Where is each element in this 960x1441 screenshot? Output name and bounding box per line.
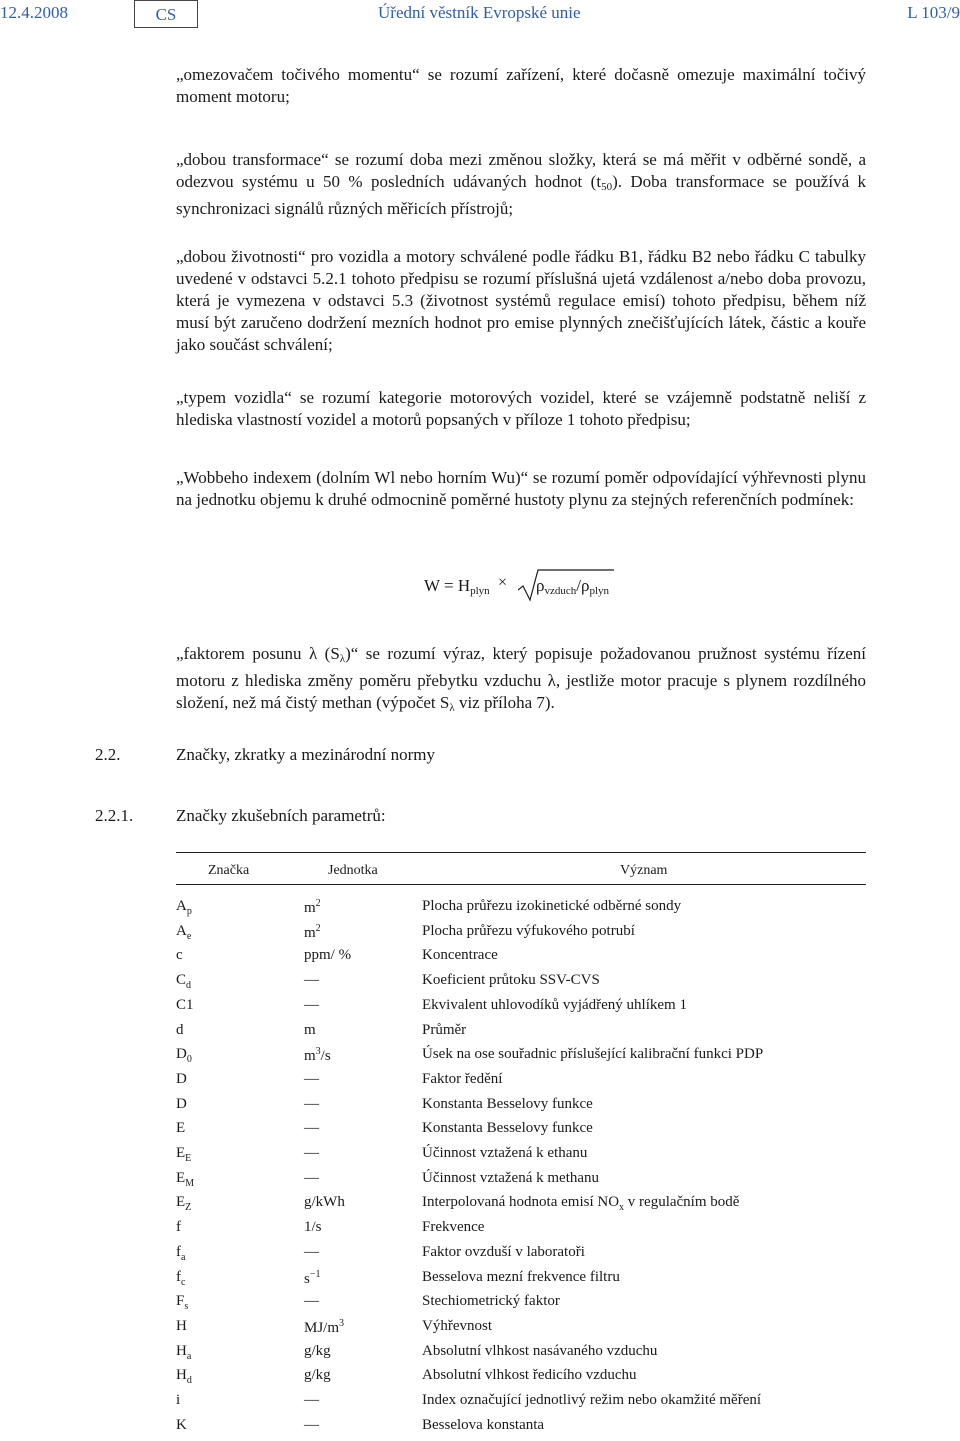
meaning-cell: Absolutní vlhkost nasávaného vzduchu: [422, 1342, 658, 1359]
rho-symbol-2: ρ: [580, 576, 590, 595]
unit-cell: —: [304, 1095, 319, 1112]
meaning-cell: Index označující jednotlivý režim nebo okamžité měření: [422, 1392, 762, 1408]
meaning-cell: Konstanta Besselovy funkce: [422, 1120, 593, 1137]
unit-cell: g/kg: [304, 1367, 331, 1384]
symbol-cell: $E_Z$: [176, 1194, 192, 1214]
page-header: [0, 0, 960, 30]
unit-cell: $m^2$: [304, 898, 321, 916]
column-header-symbol: Značka: [208, 863, 250, 878]
symbol-cell: $A_e$: [176, 922, 192, 942]
rho-sub-vzduch: vzduch: [544, 585, 577, 597]
symbol-cell: i: [176, 1392, 181, 1408]
lambda-text-2: )“ se rozumí výraz, který popisuje požadovanou pružnost systému řízení motoru z hlediska změny poměru přebytku vzduchu λ, jestliže motor pracuje s plynem rozdílného složení, než má čistý methan (výpočet S: [176, 644, 866, 712]
symbol-cell: D: [176, 1095, 187, 1112]
unit-cell: g/kg: [304, 1342, 331, 1359]
symbol-cell: C1: [176, 996, 194, 1013]
journal-title: Úřední věstník Evropské unie: [378, 3, 581, 22]
symbol-cell: c: [176, 947, 183, 964]
table-row: [176, 1022, 866, 1046]
subsection-title: Značky zkušebních parametrů:: [176, 806, 386, 825]
symbol-cell: $H_d$: [176, 1367, 192, 1387]
table-row: [176, 1244, 866, 1268]
symbol-cell: D: [176, 1070, 187, 1087]
meaning-cell: Stechiometrický faktor: [422, 1293, 560, 1310]
symbol-cell: $E_E$: [176, 1145, 192, 1164]
unit-cell: —: [304, 1293, 319, 1310]
table-row: [176, 1343, 866, 1367]
table-row: [176, 997, 866, 1021]
meaning-cell: Výhřevnost: [422, 1317, 492, 1334]
table-row: [176, 1417, 866, 1441]
unit-cell: —: [304, 1120, 319, 1137]
rho-sub-plyn: plyn: [589, 585, 610, 597]
table-row: [176, 947, 866, 971]
meaning-cell: Účinnost vztažená k methanu: [422, 1169, 600, 1186]
table-row: [176, 1219, 866, 1243]
page-number: L 103/9: [907, 3, 960, 22]
table-row: [176, 1096, 866, 1120]
meaning-cell: Plocha průřezu izokinetické odběrné sondy: [422, 898, 682, 914]
wobbe-formula: [424, 562, 624, 606]
table-row: [176, 1367, 866, 1391]
language-code: CS: [134, 0, 198, 28]
table-row: [176, 1194, 866, 1218]
symbol-cell: f: [176, 1219, 181, 1236]
unit-cell: —: [304, 1145, 319, 1161]
table-row: [176, 1071, 866, 1095]
meaning-cell: Frekvence: [422, 1219, 485, 1236]
unit-cell: ppm/ %: [304, 947, 352, 964]
table-row: [176, 1170, 866, 1194]
definition-transformation-time: [176, 149, 866, 220]
unit-cell: —: [304, 1070, 319, 1087]
subscript: 50: [601, 181, 613, 193]
lambda-text-1: „faktorem posunu λ (S: [176, 644, 340, 663]
meaning-cell: Účinnost vztažená k ethanu: [422, 1145, 588, 1161]
table-row: [176, 1392, 866, 1416]
unit-cell: $s^{-1}$: [304, 1268, 321, 1287]
formula-w-h: W = H: [424, 576, 471, 595]
meaning-cell: Faktor ředění: [422, 1070, 503, 1087]
unit-cell: —: [304, 1243, 319, 1260]
meaning-cell: Besselova konstanta: [422, 1416, 545, 1433]
subsection-number: 2.2.1.: [95, 806, 134, 825]
definition-lambda-shift: [176, 643, 866, 719]
unit-cell: —: [304, 996, 319, 1013]
table-row: [176, 898, 866, 922]
symbol-cell: E: [176, 1120, 186, 1137]
unit-cell: 1/s: [304, 1219, 322, 1236]
meaning-cell: Besselova mezní frekvence filtru: [422, 1268, 620, 1285]
meaning-cell: Interpolovaná hodnota emisí $NO_x$ v regulačním bodě: [422, 1194, 740, 1214]
symbol-cell: K: [176, 1416, 187, 1433]
ratio-slash: /: [576, 576, 581, 595]
lambda-text-3: viz příloha 7).: [454, 693, 555, 712]
symbol-cell: $D_0$: [176, 1046, 192, 1066]
section-number: 2.2.: [95, 745, 121, 764]
meaning-cell: Faktor ovzduší v laboratoři: [422, 1243, 585, 1260]
unit-cell: —: [304, 1392, 319, 1408]
meaning-cell: Úsek na ose souřadnic příslušející kalibrační funkci PDP: [422, 1046, 764, 1063]
publication-date: 12.4.2008: [0, 3, 68, 22]
definition-torque-limiter: „omezovačem točivého momentu“ se rozumí zařízení, které dočasně omezuje maximální točivý moment motoru;: [176, 65, 866, 106]
unit-cell: $m^2$: [304, 922, 321, 941]
unit-cell: $m^3/s$: [304, 1046, 331, 1065]
unit-cell: m: [304, 1021, 316, 1038]
formula-rho-ratio: [536, 576, 609, 597]
unit-cell: —: [304, 972, 319, 989]
table-row: [176, 1269, 866, 1293]
meaning-cell: Průměr: [422, 1021, 467, 1038]
column-header-meaning: Význam: [620, 863, 668, 878]
rho-symbol: ρ: [536, 576, 545, 595]
table-row: [176, 923, 866, 947]
definition-text: „dobou transformace“ se rozumí doba mezi změnou složky, která se má měřit v odběrné sondě, a odezvou systému u 50 % posledních udávaných hodnot (t: [176, 150, 866, 191]
definition-wobbe-index: „Wobbeho indexem (dolním Wl nebo horním Wu)“ se rozumí poměr odpovídající výhřevnosti plynu na jednotku objemu k druhé odmocnině poměrné hustoty plynu za stejných referenčních podmínek:: [176, 468, 866, 509]
column-header-unit: Jednotka: [328, 863, 378, 878]
symbol-cell: $E_M$: [176, 1169, 195, 1189]
symbol-cell: $A_p$: [176, 898, 192, 917]
symbol-cell: $C_d$: [176, 972, 192, 992]
unit-cell: g/kWh: [304, 1194, 345, 1211]
meaning-cell: Ekvivalent uhlovodíků vyjádřený uhlíkem 1: [422, 996, 687, 1013]
symbol-cell: $f_c$: [176, 1268, 186, 1288]
symbol-cell: $H_a$: [176, 1342, 192, 1362]
section-title: Značky, zkratky a mezinárodní normy: [176, 745, 435, 764]
table-row: [176, 1046, 866, 1070]
symbol-cell: $F_s$: [176, 1293, 189, 1313]
unit-cell: —: [304, 1416, 319, 1433]
table-row: [176, 1293, 866, 1317]
unit-cell: —: [304, 1169, 319, 1186]
formula-sub-plyn: plyn: [470, 585, 490, 597]
meaning-cell: Absolutní vlhkost ředicího vzduchu: [422, 1367, 637, 1384]
symbol-cell: d: [176, 1021, 184, 1038]
definition-text-tail: ). Doba transformace se používá k synchronizaci signálů různých měřicích přístrojů;: [176, 172, 867, 218]
symbol-cell: H: [176, 1317, 187, 1334]
meaning-cell: Koeficient průtoku SSV-CVS: [422, 972, 600, 989]
table-header: [176, 863, 866, 885]
table-row: [176, 1120, 866, 1144]
unit-cell: $MJ/m^3$: [304, 1317, 345, 1336]
definition-vehicle-type: „typem vozidla“ se rozumí kategorie motorových vozidel, které se vzájemně podstatně neliší z hlediska vlastností vozidel a motorů popsaných v příloze 1 tohoto předpisu;: [176, 388, 866, 429]
meaning-cell: Koncentrace: [422, 947, 498, 964]
table-row: [176, 1318, 866, 1342]
multiply-sign: ×: [498, 574, 508, 591]
meaning-cell: Konstanta Besselovy funkce: [422, 1095, 593, 1112]
lambda-sub-1: λ: [339, 653, 346, 665]
meaning-cell: Plocha průřezu výfukového potrubí: [422, 922, 635, 939]
formula-lhs: [424, 576, 490, 597]
lambda-sub-2: λ: [449, 702, 455, 714]
table-row: [176, 1145, 866, 1169]
definition-useful-life: „dobou životnosti“ pro vozidla a motory schválené podle řádku B1, řádku B2 nebo řádku C tabulky uvedené v odstavci 5.2.1 tohoto předpisu se rozumí příslušná ujetá vzdálenost a/nebo doba provozu, která je vymezena v odstavci 5.3 (životnost systémů regulace emisí) tohoto předpisu, během níž musí být zaručeno dodržení mezních hodnot pro emise plynných znečišťujících látek, částic a kouře jako součást schválení;: [176, 247, 866, 354]
table-top-rule: [176, 852, 866, 853]
symbol-cell: $f_a$: [176, 1243, 186, 1263]
table-header-rule: [176, 884, 866, 885]
table-row: [176, 972, 866, 996]
